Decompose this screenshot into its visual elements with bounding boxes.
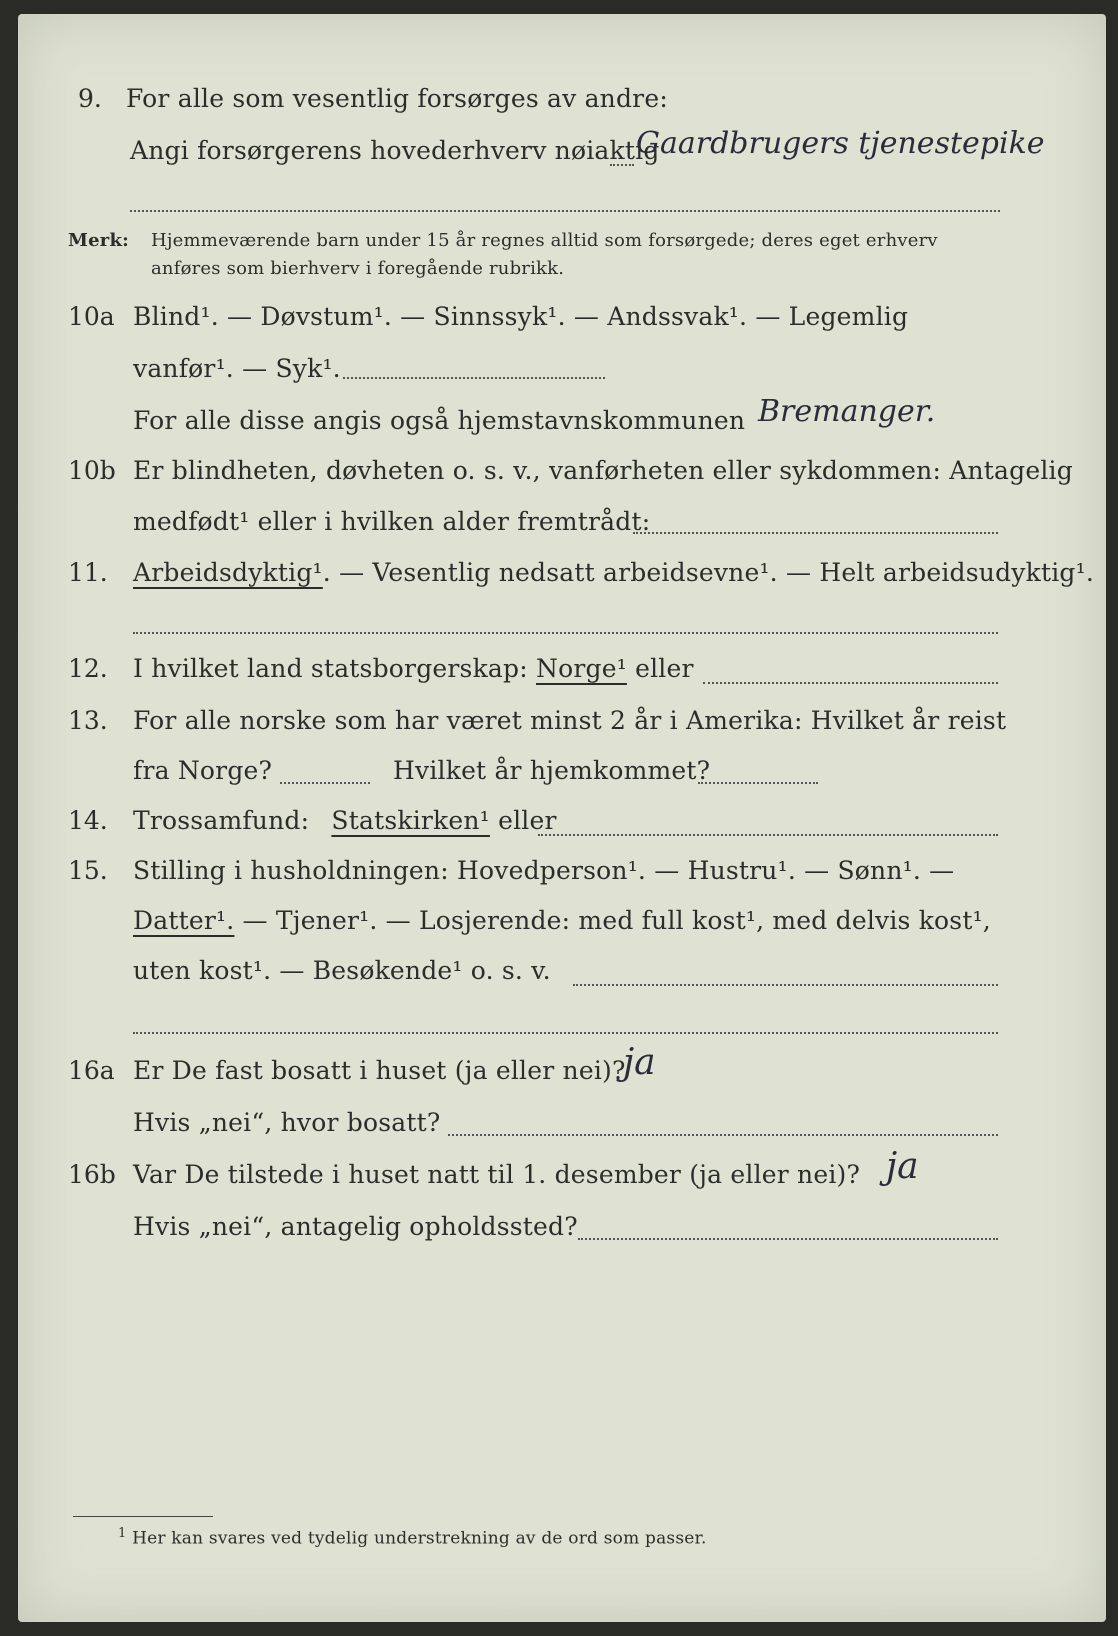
q10a-line1: Blind¹. — Døvstum¹. — Sinnssyk¹. — Andssvak¹. — Legemlig (133, 302, 909, 331)
q11-rest: . — Vesentlig nedsatt arbeidsevne¹. — Helt arbeidsudyktig¹. (322, 558, 1094, 587)
census-form-page (18, 14, 1106, 1622)
q12-after: eller (635, 654, 694, 683)
q15-line1: Stilling i husholdningen: Hovedperson¹. — Hustru¹. — Sønn¹. — (133, 856, 955, 885)
q11-line (133, 558, 1094, 587)
q10a-syk-dotted-line (343, 377, 605, 379)
q14-number: 14. (68, 806, 108, 835)
q12-number: 12. (68, 654, 108, 683)
q10b-line1: Er blindheten, døvheten o. s. v., vanførheten eller sykdommen: Antagelig (133, 456, 1073, 485)
q12-before: I hvilket land statsborgerskap: (133, 654, 528, 683)
q15-number: 15. (68, 856, 108, 885)
q14-underlined-option: Statskirken¹ (331, 806, 490, 835)
q13-line2a: fra Norge? (133, 756, 273, 785)
q10b-number: 10b (68, 456, 116, 485)
q14-line (133, 806, 557, 835)
q15-line3: uten kost¹. — Besøkende¹ o. s. v. (133, 956, 551, 985)
q12-line (133, 654, 694, 683)
q16b-dotted-line (578, 1238, 998, 1240)
q10b-line2: medfødt¹ eller i hvilken alder fremtrådt: (133, 507, 651, 536)
q10a-line2: vanfør¹. — Syk¹. (133, 354, 341, 383)
merk-line2: anføres som bierhverv i foregående rubrikk. (151, 258, 565, 279)
q16a-dotted-line (448, 1134, 998, 1136)
q16b-number: 16b (68, 1160, 116, 1189)
q11-number: 11. (68, 558, 108, 587)
q13-year-returned-dotted-line (698, 782, 818, 784)
q13-line1: For alle norske som har været minst 2 år i Amerika: Hvilket år reist (133, 706, 1007, 735)
footnote-text: Her kan svares ved tydelig understrekning av de ord som passer. (132, 1528, 707, 1549)
q9-extra-dotted-line (130, 210, 1000, 212)
q14-dotted-line (538, 834, 998, 836)
q9-dotted-line (610, 164, 634, 166)
q16b-line1: Var De tilstede i huset natt til 1. desember (ja eller nei)? (133, 1160, 861, 1189)
q15-extra-dotted-line (133, 1032, 998, 1034)
q9-line2: Angi forsørgerens hovederhverv nøiaktig (130, 136, 660, 165)
q13-line2b: Hvilket år hjemkommet? (393, 756, 711, 785)
q16b-line2: Hvis „nei“, antagelig opholdssted? (133, 1212, 578, 1241)
q9-handwritten-answer: Gaardbrugers tjenestepike (636, 126, 1045, 161)
q15-dotted-line (573, 984, 998, 986)
q15-line2-rest: — Tjener¹. — Losjerende: med full kost¹, med delvis kost¹, (242, 906, 991, 935)
q12-underlined-option: Norge¹ (536, 654, 627, 683)
q10a-number: 10a (68, 302, 115, 331)
q13-number: 13. (68, 706, 108, 735)
q11-underlined-option: Arbeidsdyktig¹ (133, 558, 323, 587)
q13-year-left-dotted-line (280, 782, 370, 784)
footnote-mark: 1 (118, 1526, 127, 1541)
q11-extra-dotted-line (133, 632, 998, 634)
q16a-number: 16a (68, 1056, 115, 1085)
q14-before: Trossamfund: (133, 806, 310, 835)
q9-line1: For alle som vesentlig forsørges av andre: (126, 84, 668, 113)
q14-after: eller (498, 806, 557, 835)
q10b-dotted-line (633, 532, 998, 534)
footnote (118, 1526, 707, 1549)
q16a-line2: Hvis „nei“, hvor bosatt? (133, 1108, 441, 1137)
q16a-line1: Er De fast bosatt i huset (ja eller nei)? (133, 1056, 626, 1085)
q15-underlined-option: Datter¹. (133, 906, 235, 935)
q15-line2 (133, 906, 991, 935)
q16b-handwritten-answer: ja (886, 1146, 919, 1187)
merk-line1: Hjemmeværende barn under 15 år regnes alltid som forsørgede; deres eget erhverv (151, 230, 938, 251)
q9-number: 9. (78, 84, 102, 113)
q10a-handwritten-answer: Bremanger. (758, 394, 936, 429)
merk-label: Merk: (68, 230, 129, 251)
q10a-line3: For alle disse angis også hjemstavnskommunen (133, 406, 746, 435)
q16a-handwritten-answer: ja (623, 1042, 656, 1083)
footnote-rule (73, 1516, 213, 1517)
q12-dotted-line (703, 682, 998, 684)
